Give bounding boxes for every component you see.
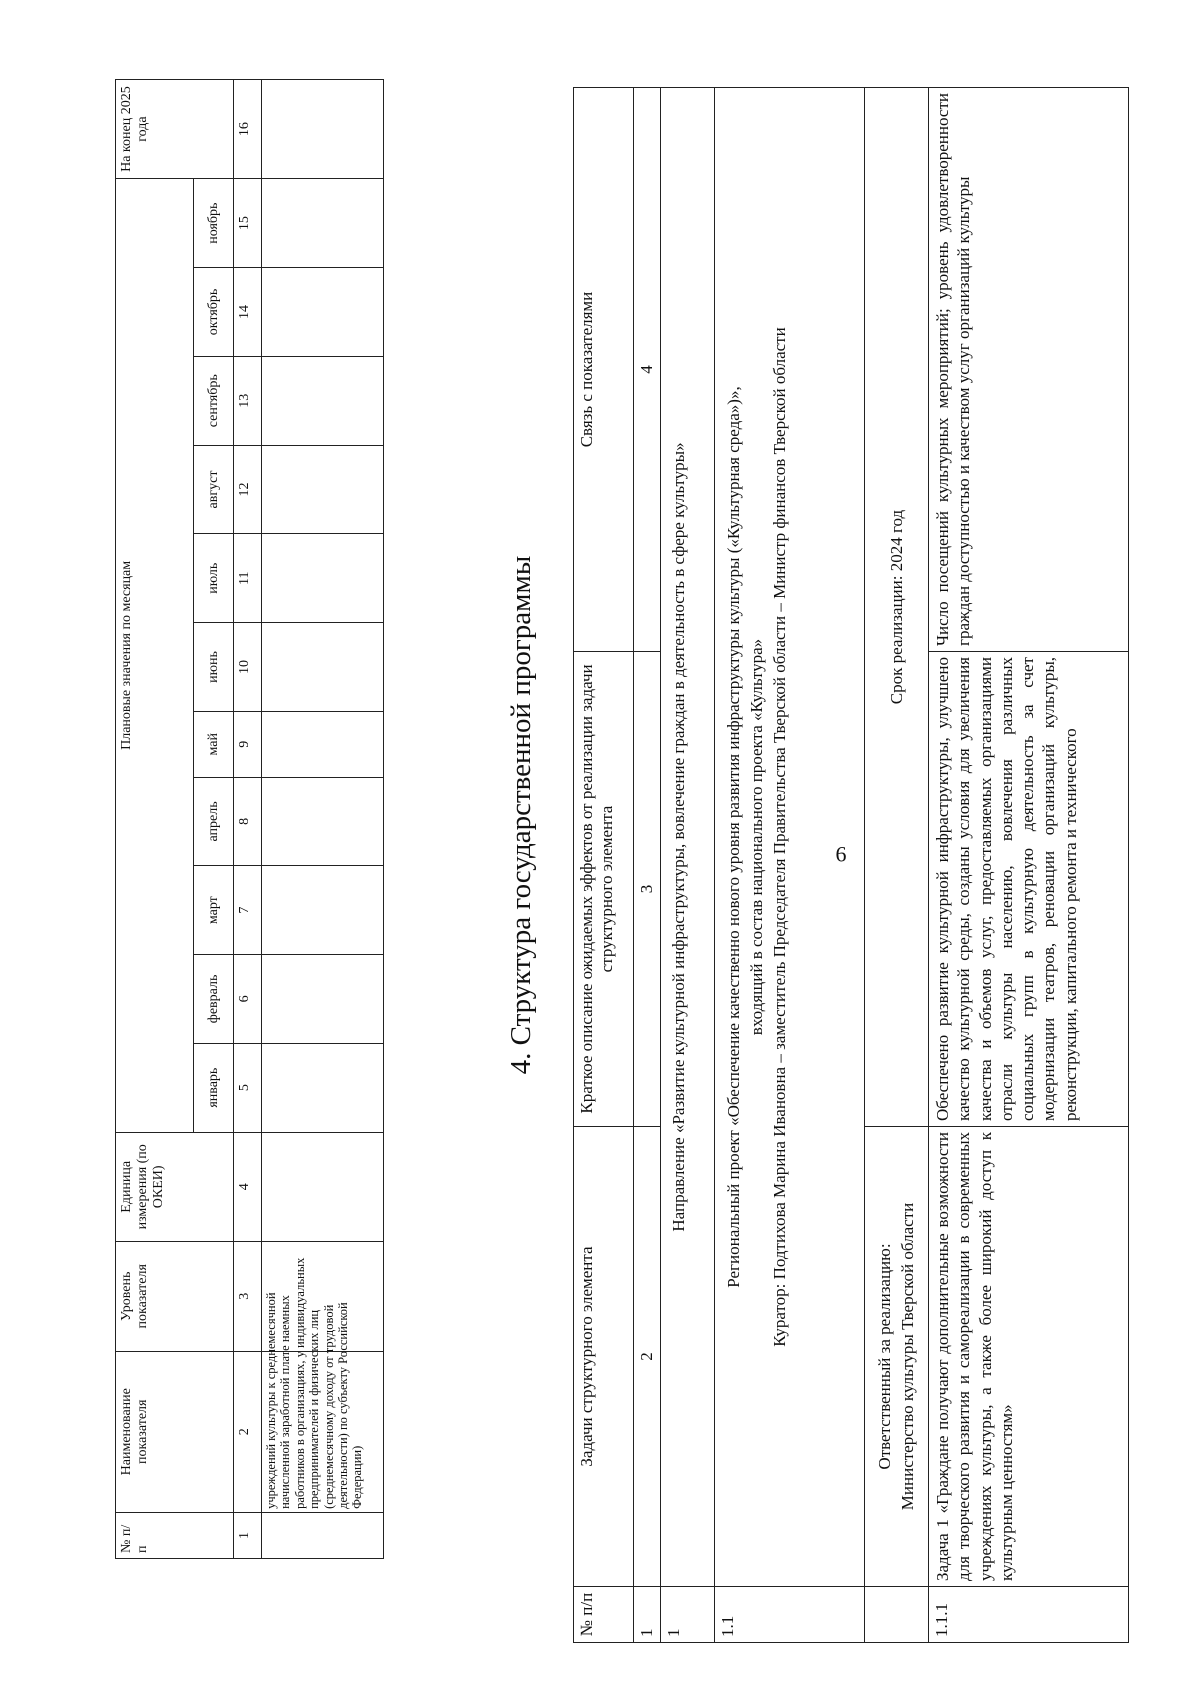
aug-cell <box>262 445 384 534</box>
responsible-num-cell <box>865 1587 929 1643</box>
jan-cell <box>262 1043 384 1132</box>
t2-header-tasks: Задачи структурного элемента <box>574 1127 634 1587</box>
project-curator: Куратор: Подтихова Марина Ивановна – заместитель Председателя Правительства Тверской области – Министр финансов Тверской области <box>769 327 789 1347</box>
feb-cell <box>262 955 384 1044</box>
colnum-12: 12 <box>234 445 262 534</box>
mar-cell <box>262 866 384 955</box>
program-structure-table <box>573 87 1129 1643</box>
nov-cell <box>262 179 384 268</box>
section-title: 4. Структура государственной программы <box>505 555 537 1075</box>
colnum-1: 1 <box>234 1512 262 1558</box>
project-cell <box>715 88 865 1587</box>
month-6: июнь <box>194 623 234 712</box>
header-num: № п/п <box>116 1512 234 1558</box>
month-11: ноябрь <box>194 179 234 268</box>
year-end-cell <box>262 80 384 179</box>
indicator-name-cell <box>262 1257 384 1512</box>
colnum-5: 5 <box>234 1043 262 1132</box>
jun-cell <box>262 623 384 712</box>
indicator-name-text: учреждений культуры к среднемесячной начисленной заработной плате наемных работников в организациях, у индивидуальных предпринимателей и физических лиц (среднемесячному доходу от трудовой деятельности) по субъекту Российской Федерации) <box>264 1257 365 1509</box>
colnum-13: 13 <box>234 356 262 445</box>
month-10: октябрь <box>194 268 234 357</box>
effect-text: Обеспечено развитие культурной инфраструктуры, улучшено качество культурной среды, созданы условия для увеличения качества и объемов услуг, предоставляемых организациями отрасли культуры населению, вовлечения различных социальных групп в культурную деятельность за счет модернизации театров, реновации организаций культуры, реконструкции, капитального ремонта и технического <box>929 652 1129 1127</box>
responsible-label: Ответственный за реализацию: <box>875 1243 895 1470</box>
responsible-org: Министерство культуры Тверской области <box>897 1202 917 1511</box>
header-plan-months: Плановые значения по месяцам <box>116 179 194 1132</box>
indicator-plan-table <box>115 79 384 1559</box>
direction-title: Направление «Развитие культурной инфраструктуры, вовлечение граждан в деятельность в сфере культуры» <box>661 88 715 1587</box>
t2-colnum-2: 2 <box>634 1127 661 1587</box>
header-level: Уровень показателя <box>116 1242 234 1352</box>
t2-colnum-4: 4 <box>634 88 661 652</box>
colnum-15: 15 <box>234 179 262 268</box>
month-2: февраль <box>194 955 234 1044</box>
month-7: июль <box>194 534 234 623</box>
month-5: май <box>194 711 234 777</box>
t2-header-effects: Краткое описание ожидаемых эффектов от реализации задачи структурного элемента <box>574 652 634 1127</box>
responsible-cell <box>865 1127 929 1587</box>
header-unit: Единица измерения (по ОКЕИ) <box>116 1132 234 1242</box>
colnum-3: 3 <box>234 1242 262 1352</box>
project-line-2: входящий в состав национального проекта «Культура» <box>746 638 766 1036</box>
colnum-8: 8 <box>234 777 262 866</box>
project-line-1: Региональный проект «Обеспечение качественно нового уровня развития инфраструктуры культуры («Культурная среда»)», <box>724 386 743 1288</box>
link-text: Число посещений культурных мероприятий; уровень удовлетворенности граждан доступностью и качеством услуг организаций культуры <box>929 88 1129 652</box>
t2-colnum-1: 1 <box>634 1587 661 1643</box>
oct-cell <box>262 268 384 357</box>
colnum-16: 16 <box>234 80 262 179</box>
colnum-9: 9 <box>234 711 262 777</box>
page-number: 6 <box>835 841 847 867</box>
colnum-7: 7 <box>234 866 262 955</box>
colnum-2: 2 <box>234 1351 262 1512</box>
apr-cell <box>262 777 384 866</box>
colnum-10: 10 <box>234 623 262 712</box>
row-num-cell <box>262 1512 384 1558</box>
t2-header-link: Связь с показателями <box>574 88 634 652</box>
month-8: август <box>194 445 234 534</box>
month-4: апрель <box>194 777 234 866</box>
t2-colnum-3: 3 <box>634 652 661 1127</box>
task-text: Задача 1 «Граждане получают дополнительные возможности для творческого развития и самореализации в современных учреждениях культуры, а также более широкий доступ к культурным ценностям» <box>929 1127 1129 1587</box>
term-cell: Срок реализации: 2024 год <box>865 88 929 1127</box>
header-name: Наименование показателя <box>116 1351 234 1512</box>
direction-num: 1 <box>661 1587 715 1643</box>
colnum-6: 6 <box>234 955 262 1044</box>
jul-cell <box>262 534 384 623</box>
project-num: 1.1 <box>715 1587 865 1643</box>
t2-header-num: № п/п <box>574 1587 634 1643</box>
header-year-end: На конец 2025 года <box>116 80 234 179</box>
month-1: январь <box>194 1043 234 1132</box>
colnum-11: 11 <box>234 534 262 623</box>
task-num: 1.1.1 <box>929 1587 1129 1643</box>
colnum-4: 4 <box>234 1132 262 1242</box>
colnum-14: 14 <box>234 268 262 357</box>
sep-cell <box>262 356 384 445</box>
may-cell <box>262 711 384 777</box>
month-3: март <box>194 866 234 955</box>
month-9: сентябрь <box>194 356 234 445</box>
unit-cell <box>262 1132 384 1242</box>
